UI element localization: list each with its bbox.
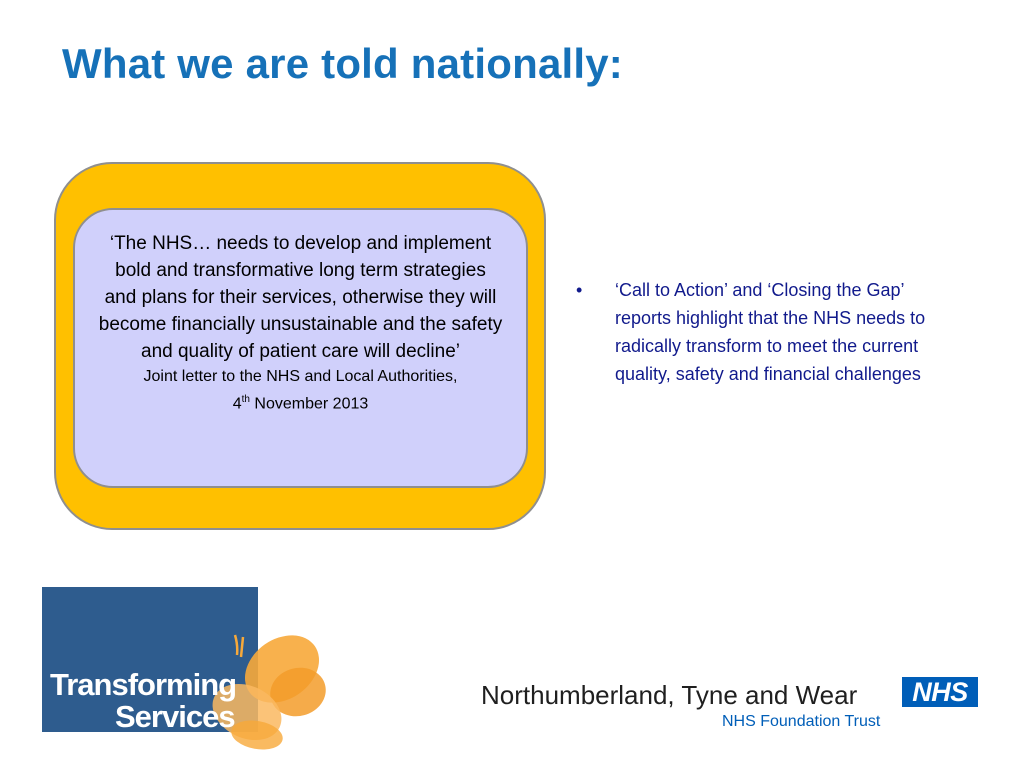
- quote-text: ‘The NHS… needs to develop and implement bold and transformative long term strategies and plans for their services, otherwise they will become financially unsustainable and the safety and quality of patient care will decline’: [98, 233, 503, 362]
- logo-text-line1: Transforming: [50, 667, 237, 702]
- nhs-logo: NHS: [902, 677, 978, 707]
- quote-box: [73, 208, 528, 488]
- quote-date-day: 4: [232, 395, 242, 413]
- quote-date: [97, 388, 504, 415]
- bullet-marker: •: [576, 280, 583, 300]
- slide-title: What we are told nationally:: [62, 40, 623, 87]
- transforming-services-logo: [42, 587, 332, 752]
- quote-date-suffix: th: [241, 394, 250, 405]
- bullet-text: ‘Call to Action’ and ‘Closing the Gap’ reports highlight that the NHS needs to radically transform to meet the current quality, safety and financial challenges: [615, 280, 926, 384]
- quote-date-rest: November 2013: [249, 395, 369, 413]
- quote-source: Joint letter to the NHS and Local Authorities,: [143, 368, 458, 385]
- bullet-item: [574, 276, 974, 388]
- bullet-list: [574, 276, 974, 388]
- nhs-trust-subtitle: NHS Foundation Trust: [722, 713, 881, 730]
- nhs-organisation-name: Northumberland, Tyne and Wear: [481, 680, 858, 710]
- logo-text-line2: Services: [115, 699, 235, 734]
